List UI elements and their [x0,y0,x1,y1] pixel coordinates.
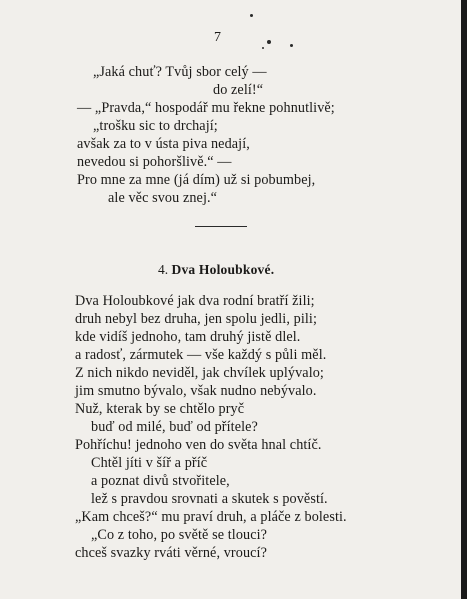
poem-end-line: ale věc svou znej.“ [108,190,218,206]
section-heading [158,262,274,278]
poem-line: „Kam chceš?“ mu praví druh, a pláče z bolesti. [75,509,347,525]
poem-line: a poznat divů stvořitele, [91,473,230,489]
ink-speck [262,47,264,49]
poem-line: Nuž, kterak by se chtělo pryč [75,401,245,417]
poem-end-line: Pro mne za mne (já dím) už si pobumbej, [77,172,316,188]
poem-line: jim smutno bývalo, však nudno nebývalo. [75,383,317,399]
poem-end-line: — „Pravda,“ hospodář mu řekne pohnutlivě; [77,100,335,116]
poem-line: a radosť, zármutek — vše každý s půli měl. [75,347,327,363]
poem-line: Z nich nikdo neviděl, jak chvílek uplývalo; [75,365,324,381]
ink-speck [267,40,271,44]
section-number: 4. [158,262,169,277]
poem-end-line: avšak za to v ústa piva nedají, [77,136,250,152]
page-edge [461,0,467,599]
poem-line: chceš svazky rváti věrné, vroucí? [75,545,267,561]
poem-end-line: nevedou si pohoršlivě.“ — [77,154,232,170]
ink-speck [290,44,293,47]
poem-line: Pohříchu! jednoho ven do světa hnal chtíč. [75,437,322,453]
poem-line: lež s pravdou srovnati a skutek s pověstí. [91,491,328,507]
poem-line: „Co z toho, po světě se tlouci? [91,527,268,543]
ink-speck [250,14,253,17]
poem-line: Chtěl jíti v šíř a příč [91,455,208,471]
poem-end-line: „Jaká chuť? Tvůj sbor celý — [93,64,267,80]
poem-line: buď od milé, buď od přítele? [91,419,258,435]
poem-line: Dva Holoubkové jak dva rodní bratří žili; [75,293,315,309]
section-divider [195,226,247,227]
poem-line: kde vidíš jednoho, tam druhý jistě dlel. [75,329,301,345]
section-title: Dva Holoubkové. [171,262,275,277]
poem-line: druh nebyl bez druha, jen spolu jedli, pili; [75,311,317,327]
poem-end-line: do zelí!“ [213,82,264,98]
page-number: 7 [214,30,221,45]
poem-end-line: „trošku sic to drchají; [93,118,218,134]
